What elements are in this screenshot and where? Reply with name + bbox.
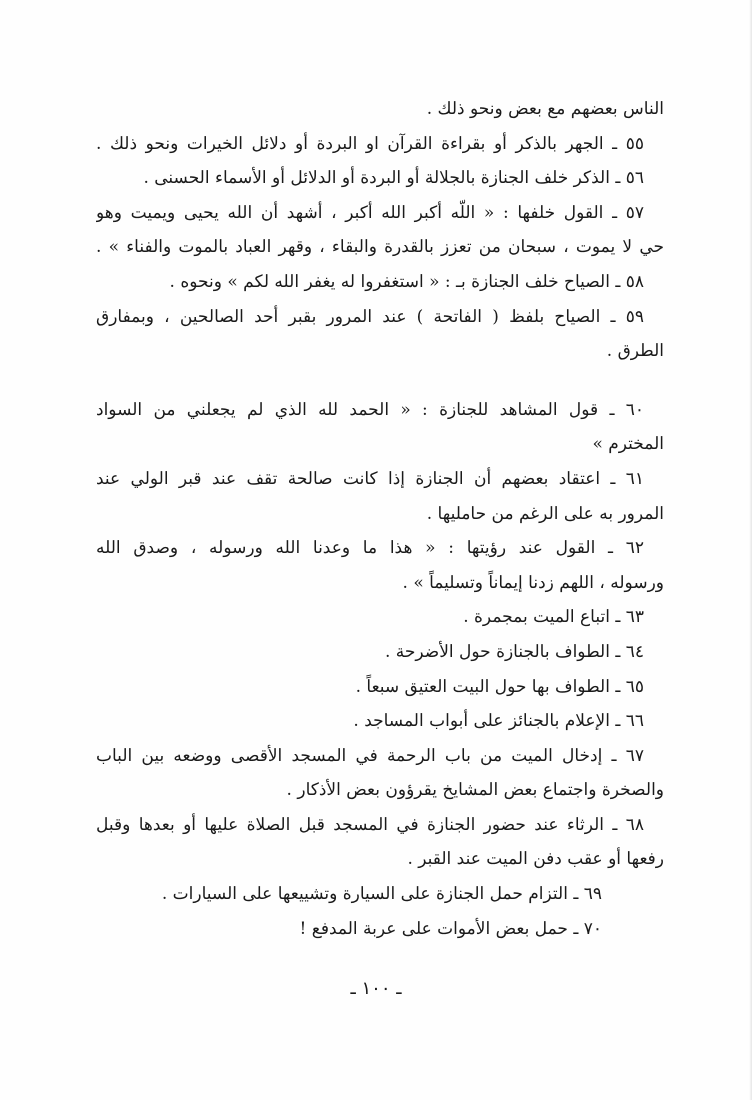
item-66: ٦٦ ـ الإعلام بالجنائز على أبواب المساجد .: [353, 711, 644, 732]
item-68: ٦٨ ـ الرثاء عند حضور الجنازة في المسجد قبل الصلاة عليها أو بعدها وقبل: [96, 814, 644, 835]
item-57-continuation: حي لا يموت ، سبحان من تعزز بالقدرة والبقاء ، وقهر العباد بالموت والفناء » .: [96, 237, 664, 258]
item-58: ٥٨ ـ الصياح خلف الجنازة بـ : « استغفروا له يغفر الله لكم » ونحوه .: [169, 271, 644, 292]
item-59-continuation: الطرق .: [606, 341, 664, 362]
item-68-continuation: رفعها أو عقب دفن الميت عند القبر .: [407, 849, 664, 870]
item-60-continuation: المخترم »: [592, 434, 664, 455]
item-67-continuation: والصخرة واجتماع بعض المشايخ يقرؤون بعض الأذكار .: [286, 780, 664, 801]
item-57: ٥٧ ـ القول خلفها : « اللّه أكبر الله أكبر ، أشهد أن الله يحيى ويميت وهو: [96, 202, 644, 223]
item-65: ٦٥ ـ الطواف بها حول البيت العتيق سبعاً .: [355, 676, 644, 697]
item-59: ٥٩ ـ الصياح بلفظ ( الفاتحة ) عند المرور بقبر أحد الصالحين ، وبمفارق: [96, 306, 644, 327]
page-number: ـ ١٠٠ ـ: [350, 978, 402, 999]
item-62: ٦٢ ـ القول عند رؤيتها : « هذا ما وعدنا الله ورسوله ، وصدق الله: [96, 538, 644, 559]
item-64: ٦٤ ـ الطواف بالجنازة حول الأضرحة .: [384, 641, 644, 662]
item-56: ٥٦ ـ الذكر خلف الجنازة بالجلالة أو البردة أو الدلائل أو الأسماء الحسنى .: [143, 168, 644, 189]
item-61-continuation: المرور به على الرغم من حامليها .: [426, 503, 664, 524]
item-55: ٥٥ ـ الجهر بالذكر أو بقراءة القرآن او البردة أو دلائل الخيرات ونحو ذلك .: [96, 133, 644, 154]
text-line-continuation: الناس بعضهم مع بعض ونحو ذلك .: [426, 99, 664, 119]
item-70: ٧٠ ـ حمل بعض الأموات على عربة المدفع !: [299, 918, 602, 939]
item-63: ٦٣ ـ اتباع الميت بمجمرة .: [463, 607, 644, 628]
item-61: ٦١ ـ اعتقاد بعضهم أن الجنازة إذا كانت صالحة تقف عند قبر الولي عند: [96, 468, 644, 489]
item-67: ٦٧ ـ إدخال الميت من باب الرحمة في المسجد الأقصى ووضعه بين الباب: [96, 745, 644, 766]
page-body: [96, 92, 664, 946]
item-60: ٦٠ ـ قول المشاهد للجنازة : « الحمد لله الذي لم يجعلني من السواد: [96, 399, 644, 420]
item-69: ٦٩ ـ التزام حمل الجنازة على السيارة وتشييعها على السيارات .: [161, 884, 602, 905]
paragraph-gap: [96, 369, 664, 393]
item-62-continuation: ورسوله ، اللهم زدنا إيماناً وتسليماً » .: [402, 572, 664, 593]
